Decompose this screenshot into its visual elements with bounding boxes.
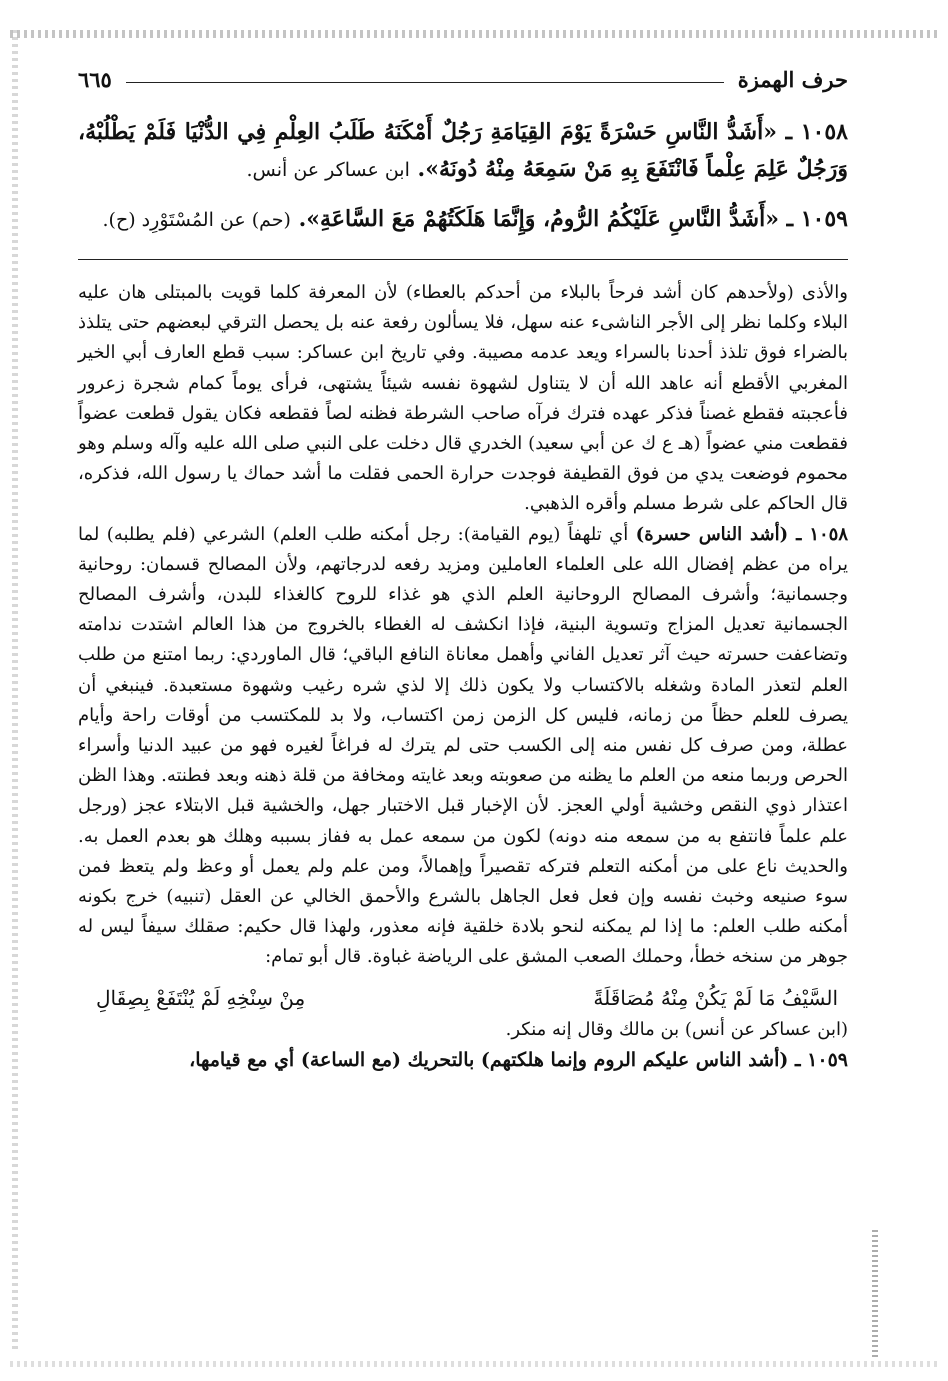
commentary-paragraph: والأذى (ولأحدهم كان أشد فرحاً بالبلاء من أحدكم بالعطاء) لأن المعرفة كلما قويت بالمبتلى هان عليه البلاء وكلما نظر إلى الأجر الناشىء عنه سهل، فلا يسألون رفعة عنه بل يحصل الترقي لبعضهم حتى يتلذذ بالضراء فوق تلذذ أحدنا بالسراء ويعد عدمه مصيبة. وفي تاريخ ابن عساكر: سبب قطع العارف أبي الخير المغربي الأقطع أنه عاهد الله أن لا يتناول لشهوة نفسه شيئاً يشتهى، فرأى يوماً كمام شجرة زعرور فأعجبته فقطع غصناً فذكر عهده فترك فرآه صاحب الشرطة فظنه لصاً فقطعه فكان يقول قطعت عضواً فقطعت مني عضواً (هـ ع ك عن أبي سعيد) الخدري قال دخلت على النبي صلى الله عليه وآله وسلم وهو محموم فوضعت يدي من فوق القطيفة فوجدت حرارة الحمى فقلت ما أشد حماك يا رسول الله، فذكره، قال الحاكم على شرط مسلم وأقره الذهبي. xyxy=(78,282,848,515)
poetry-verse xyxy=(78,973,848,1015)
page-number: ٦٦٥ xyxy=(78,67,112,92)
chapter-title: حرف الهمزة xyxy=(737,67,848,92)
verse-second-hemistich: مِنْ سِنْخِهِ لَمْ يُنْتَفَعْ بِصِقَالِ xyxy=(96,985,306,1010)
source-note: (ابن عساكر عن أنس) بن مالك وقال إنه منكر. xyxy=(505,1018,848,1040)
commentary-divider xyxy=(78,259,848,260)
commentary-text: أي تلهفاً (يوم القيامة): رجل أمكنه طلب العلم) الشرعي (فلم يطلبه) لما يراه من عظم إفضال الله على العلماء العاملين ومزيد رفعه لدرجاتهم، ولأن المصالح قسمان: روحانية وجسمانية؛ وأشرف المصالح الروحانية العلم الذي هو غذاء للروح كالغذاء للبدن، وأشرف المصالح الجسمانية تعديل المزاج وتسوية البنية، فإذا انكشف له الغطاء بالخروج من هذا العالم اشتدت ندامته وتضاعفت حسرته حيث آثر تعديل الفاني وأهمل معاناة النافع الباقي؛ قال الماوردي: ربما امتنع من طلب العلم لتعذر المادة وشغله بالاكتساب ولا يكون ذلك إلا لذي شره رغيب وشهوة مستعبدة. فينبغي أن يصرف للعلم حظاً من زمانه، فليس كل الزمن زمن اكتساب، ولا بد للمكتسب من أوقات راحة وأيام عطلة، ومن صرف كل نفس منه إلى الكسب حتى لم يترك له فراغاً لغيره فهو من عبيد الدنيا وأسراء الحرص وربما منعه من العلم ما يظنه من صعوبته وبعد غايته ومخافة من قلة ذهنه وبعد فطنته. وهذا الظن اعتذار ذوي النقص وخشية أولي العجز. لأن الإخبار قبل الاختبار جهل، والخشية قبل الابتلاء عجز (ورجل علم علماً فانتفع به من سمعه منه دونه) لكون من سمعه عمل به ففاز بسببه وهلك هو بعدم العمل به. والحديث ناع على من أمكنه التعلم فتركه تقصيراً وإهمالاً، ومن علم ولم يعمل أو وعظ ولم يتعظ فمن سوء صنيعه وخبث نفسه وإن فعل فعل الجاهل بالشرع والأحمق الخالي عن العقل (تنبيه) خرج بكونه أمكنه طلب العلم: ما إذا لم يمكنه لنحو بلادة خلقية فإنه معذور، ولهذا قال حكيم: صقلك سيفاً ليس له جوهر من سنخه خطأ، وحملك الصعب المشق على الرياضة غباوة. قال أبو تمام: xyxy=(78,523,848,968)
page-header xyxy=(78,58,848,92)
hadith-source: ابن عساكر عن أنس. xyxy=(246,159,410,181)
page-border-top xyxy=(10,30,938,38)
hadith-text: ١٠٥٩ ـ «أَشَدُّ النَّاسِ عَلَيْكُمُ الرُّومُ، وَإِنَّمَا هَلَكَتُهُمْ مَعَ السَّاعَةِ». xyxy=(298,206,848,232)
page-border-bottom xyxy=(10,1361,938,1367)
binding-edge xyxy=(872,1230,878,1360)
commentary-lead: ١٠٥٨ ـ (أشد الناس حسرة) xyxy=(635,523,848,545)
commentary-paragraph-1058 xyxy=(78,520,848,973)
page-border-left xyxy=(12,30,18,1351)
verse-first-hemistich: السَّيْفُ مَا لَمْ يَكُنْ مِنْهُ مُصَاقَلَةً xyxy=(593,985,838,1010)
hadith-source: (حم) عن المُسْتَوْرِد (ح). xyxy=(102,209,291,231)
hadith-text: ١٠٥٨ ـ «أَشَدُّ النَّاسِ حَسْرَةً يَوْمَ القِيَامَةِ رَجُلٌ أَمْكَنَهُ طَلَبُ العِلْمِ فِي الدُّنْيَا فَلَمْ يَطْلُبْهُ، وَرَجُلٌ عَلِمَ عِلْماً فَانْتَفَعَ بِهِ مَنْ سَمِعَهُ مِنْهُ دُونَهُ». xyxy=(78,119,848,182)
commentary xyxy=(78,278,848,1075)
commentary-paragraph-1059: ١٠٥٩ ـ (أشد الناس عليكم الروم وإنما هلكتهم) بالتحريك (مع الساعة) أي مع قيامها، xyxy=(189,1048,848,1071)
book-page xyxy=(78,58,848,1075)
hadith-1058 xyxy=(78,114,848,189)
header-rule xyxy=(126,82,724,83)
hadith-1059 xyxy=(78,201,848,239)
